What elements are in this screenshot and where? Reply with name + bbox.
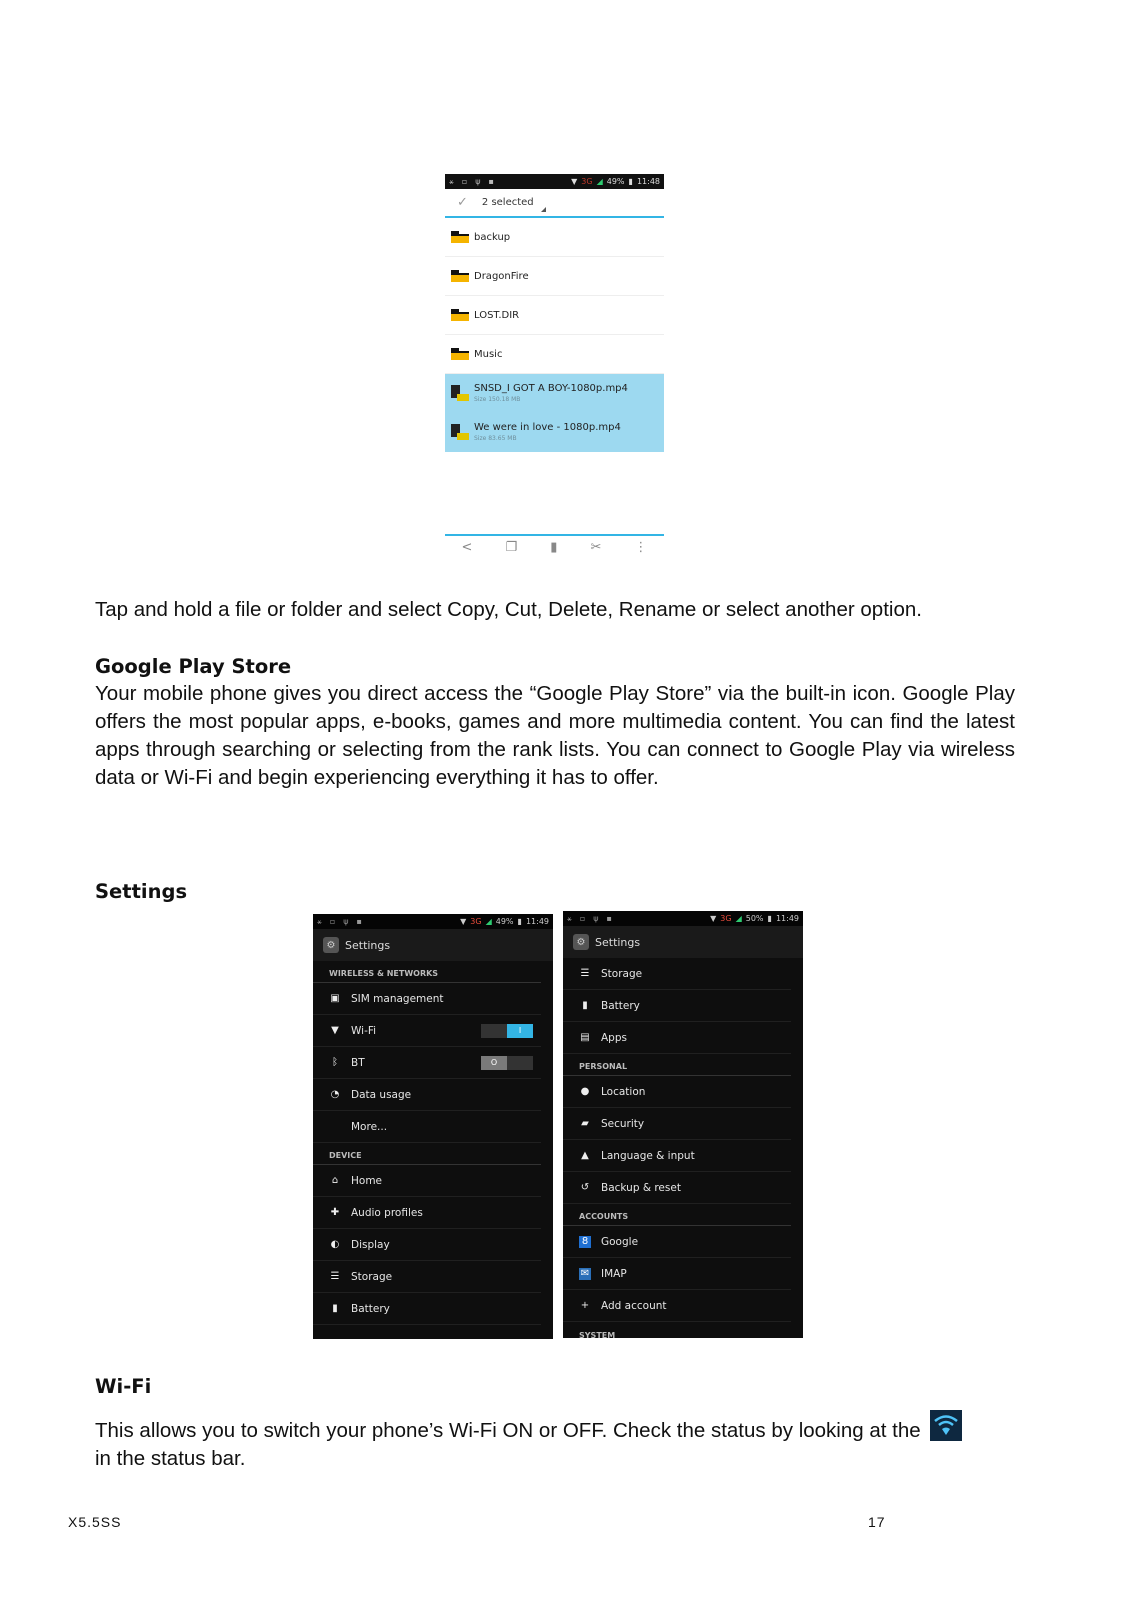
- settings-item-label: Wi-Fi: [351, 1024, 377, 1037]
- file-name: SNSD_I GOT A BOY-1080p.mp4: [474, 383, 628, 394]
- settings-item-label: More...: [351, 1120, 388, 1133]
- battery-percent: 49%: [495, 917, 514, 926]
- settings-title: Settings: [345, 938, 391, 952]
- footer-model: X5.5SS: [68, 1514, 122, 1530]
- wifi-signal-icon: ▼: [710, 914, 717, 923]
- location-pin-icon: ●: [580, 1086, 590, 1097]
- wifi-signal-icon: ▼: [571, 177, 578, 186]
- settings-item-label: Apps: [601, 1031, 627, 1044]
- folder-icon: [451, 348, 469, 360]
- done-check-icon[interactable]: ✓: [457, 195, 468, 210]
- settings-item-bt[interactable]: [313, 1047, 541, 1079]
- notification-icon: ▪: [606, 913, 612, 923]
- status-bar: [313, 914, 553, 929]
- wifi-paragraph: [95, 1410, 1015, 1473]
- wifi-text-before: This allows you to switch your phone’s Wi-Fi ON or OFF. Check the status by looking at the: [95, 1419, 921, 1442]
- settings-item-audio-profiles[interactable]: [313, 1197, 541, 1229]
- settings-item-backup[interactable]: [563, 1172, 791, 1204]
- play-store-paragraph: Your mobile phone gives you direct access the “Google Play Store” via the built-in icon. Google Play offers the most popular apps, e-books, games and more multimedia content. You can find the latest apps through searching or selecting from the rank lists. You can connect to Google Play via wireless data or Wi-Fi and begin experiencing everything it has to offer.: [95, 682, 1015, 789]
- toggle-mark: I: [518, 1026, 522, 1035]
- section-heading-wifi: Wi-Fi: [95, 1375, 152, 1398]
- video-file-icon: [451, 424, 469, 440]
- folder-icon: [451, 270, 469, 282]
- battery-icon: ▮: [582, 1000, 588, 1011]
- folder-name: backup: [474, 231, 511, 243]
- wifi-text-after: in the status bar.: [95, 1447, 246, 1470]
- battery-icon: ▮: [332, 1303, 338, 1314]
- list-item[interactable]: [445, 218, 664, 257]
- settings-item-label: Home: [351, 1174, 383, 1187]
- settings-item-more[interactable]: [313, 1111, 541, 1143]
- settings-screenshot-right: [563, 911, 803, 1338]
- battery-percent: 49%: [606, 177, 625, 186]
- file-action-toolbar: [445, 534, 664, 558]
- data-usage-icon: ◔: [330, 1089, 340, 1100]
- settings-item-security[interactable]: [563, 1108, 791, 1140]
- settings-item-battery[interactable]: [313, 1293, 541, 1325]
- settings-item-wifi[interactable]: [313, 1015, 541, 1047]
- folder-name: DragonFire: [474, 270, 529, 282]
- folder-icon: [451, 309, 469, 321]
- audio-profiles-icon: ✚: [330, 1207, 340, 1218]
- apps-icon: ▤: [580, 1032, 590, 1043]
- selection-action-bar: [445, 189, 664, 218]
- file-name: We were in love - 1080p.mp4: [474, 422, 621, 433]
- file-size: Size 83.65 MB: [474, 435, 517, 442]
- signal-icon: ◢: [485, 917, 492, 926]
- video-file-icon: [451, 385, 469, 401]
- list-item[interactable]: [445, 296, 664, 335]
- settings-item-label: Location: [601, 1085, 646, 1098]
- storage-icon: ☰: [330, 1271, 340, 1282]
- email-icon: ✉: [580, 1268, 590, 1279]
- status-time: 11:49: [775, 914, 799, 923]
- file-manager-screenshot: [445, 174, 664, 558]
- cut-icon[interactable]: ✂: [590, 539, 602, 555]
- settings-item-label: Data usage: [351, 1088, 412, 1101]
- settings-item-location[interactable]: [563, 1076, 791, 1108]
- settings-item-label: Google: [601, 1235, 639, 1248]
- settings-item-label: Storage: [601, 967, 643, 980]
- copy-icon[interactable]: ❐: [505, 539, 518, 555]
- list-item[interactable]: [445, 335, 664, 374]
- caption-text: Tap and hold a file or folder and select Copy, Cut, Delete, Rename or select another option.: [95, 598, 922, 621]
- wifi-icon: ▼: [331, 1025, 339, 1036]
- settings-title-bar: [313, 929, 553, 961]
- settings-item-label: Language & input: [601, 1149, 695, 1162]
- status-bar: [445, 174, 664, 189]
- list-item[interactable]: [445, 257, 664, 296]
- settings-title: Settings: [595, 935, 641, 949]
- list-item-selected[interactable]: [445, 413, 664, 452]
- google-account-icon: 8: [579, 1236, 591, 1248]
- display-icon: ◐: [330, 1239, 340, 1250]
- battery-icon: ▮: [517, 917, 522, 926]
- folder-icon: [451, 231, 469, 243]
- notification-icon: ⚹: [567, 913, 572, 923]
- backup-restore-icon: ↺: [580, 1182, 590, 1193]
- battery-icon: ▮: [767, 914, 772, 923]
- settings-item-label: Battery: [351, 1302, 390, 1315]
- settings-item-data-usage[interactable]: [313, 1079, 541, 1111]
- settings-item-display[interactable]: [313, 1229, 541, 1261]
- section-header: PERSONAL: [563, 1054, 791, 1076]
- settings-item-storage[interactable]: [313, 1261, 541, 1293]
- language-icon: ▲: [581, 1150, 589, 1161]
- lock-icon: ▰: [581, 1118, 589, 1129]
- notification-icon: ⚹: [449, 176, 454, 186]
- usb-icon: ψ: [593, 913, 599, 923]
- status-time: 11:49: [525, 917, 549, 926]
- settings-screenshot-left: [313, 914, 553, 1339]
- sim-card-icon: ▣: [330, 993, 340, 1004]
- signal-icon: ◢: [596, 177, 603, 186]
- settings-item-add-account[interactable]: [563, 1290, 791, 1322]
- page-number: 17: [868, 1514, 886, 1530]
- settings-item-google[interactable]: [563, 1226, 791, 1258]
- home-icon: ⌂: [331, 1175, 339, 1186]
- notification-icon: ▫: [329, 916, 336, 926]
- usb-icon: ψ: [343, 916, 349, 926]
- settings-item-label: BT: [351, 1056, 365, 1069]
- status-bar: [563, 911, 803, 926]
- settings-gear-icon: ⚙: [573, 934, 589, 950]
- settings-item-language[interactable]: [563, 1140, 791, 1172]
- settings-item-label: Battery: [601, 999, 640, 1012]
- add-icon: +: [580, 1300, 590, 1311]
- settings-item-home[interactable]: [313, 1165, 541, 1197]
- network-type: 3G: [720, 914, 732, 923]
- notification-icon: ▪: [488, 176, 494, 186]
- settings-item-battery[interactable]: [563, 990, 791, 1022]
- settings-title-bar: [563, 926, 803, 958]
- settings-item-label: Add account: [601, 1299, 667, 1312]
- settings-item-storage[interactable]: [563, 958, 791, 990]
- bt-toggle[interactable]: [481, 1056, 533, 1070]
- settings-item-label: Backup & reset: [601, 1181, 681, 1194]
- folder-name: LOST.DIR: [474, 309, 520, 321]
- settings-item-label: Security: [601, 1117, 645, 1130]
- delete-icon[interactable]: ▮: [550, 539, 558, 555]
- settings-item-label: Storage: [351, 1270, 393, 1283]
- notification-icon: ⚹: [317, 916, 322, 926]
- bluetooth-icon: ᛒ: [332, 1057, 338, 1068]
- list-item-selected[interactable]: [445, 374, 664, 413]
- battery-icon: ▮: [628, 177, 633, 186]
- section-heading-play-store: Google Play Store: [95, 655, 292, 678]
- storage-icon: ☰: [580, 968, 590, 979]
- settings-item-sim[interactable]: [313, 983, 541, 1015]
- signal-icon: ◢: [735, 914, 742, 923]
- network-type: 3G: [470, 917, 482, 926]
- wifi-status-icon: [930, 1410, 962, 1441]
- usb-icon: ψ: [475, 176, 481, 186]
- section-heading-settings: Settings: [95, 880, 188, 903]
- section-header: SYSTEM: [579, 1331, 616, 1338]
- more-icon[interactable]: ⋮: [634, 539, 648, 555]
- toggle-mark: O: [490, 1058, 498, 1067]
- section-header: DEVICE: [313, 1143, 541, 1165]
- notification-icon: ▪: [356, 916, 362, 926]
- selected-count-dropdown[interactable]: 2 selected: [482, 197, 544, 208]
- settings-item-label: SIM management: [351, 992, 444, 1005]
- section-header: ACCOUNTS: [563, 1204, 791, 1226]
- wifi-signal-icon: ▼: [460, 917, 467, 926]
- settings-item-apps[interactable]: [563, 1022, 791, 1054]
- settings-item-label: IMAP: [601, 1267, 627, 1280]
- settings-item-label: Audio profiles: [351, 1206, 423, 1219]
- folder-name: Music: [474, 348, 503, 360]
- network-type: 3G: [581, 177, 593, 186]
- section-header: WIRELESS & NETWORKS: [313, 961, 541, 983]
- share-icon[interactable]: <: [461, 539, 473, 555]
- notification-icon: ▫: [579, 913, 586, 923]
- wifi-toggle[interactable]: [481, 1024, 533, 1038]
- status-time: 11:48: [636, 177, 660, 186]
- settings-item-label: Display: [351, 1238, 390, 1251]
- settings-item-imap[interactable]: [563, 1258, 791, 1290]
- settings-gear-icon: ⚙: [323, 937, 339, 953]
- battery-percent: 50%: [745, 914, 764, 923]
- file-size: Size 150.18 MB: [474, 396, 521, 403]
- notification-icon: ▫: [461, 176, 468, 186]
